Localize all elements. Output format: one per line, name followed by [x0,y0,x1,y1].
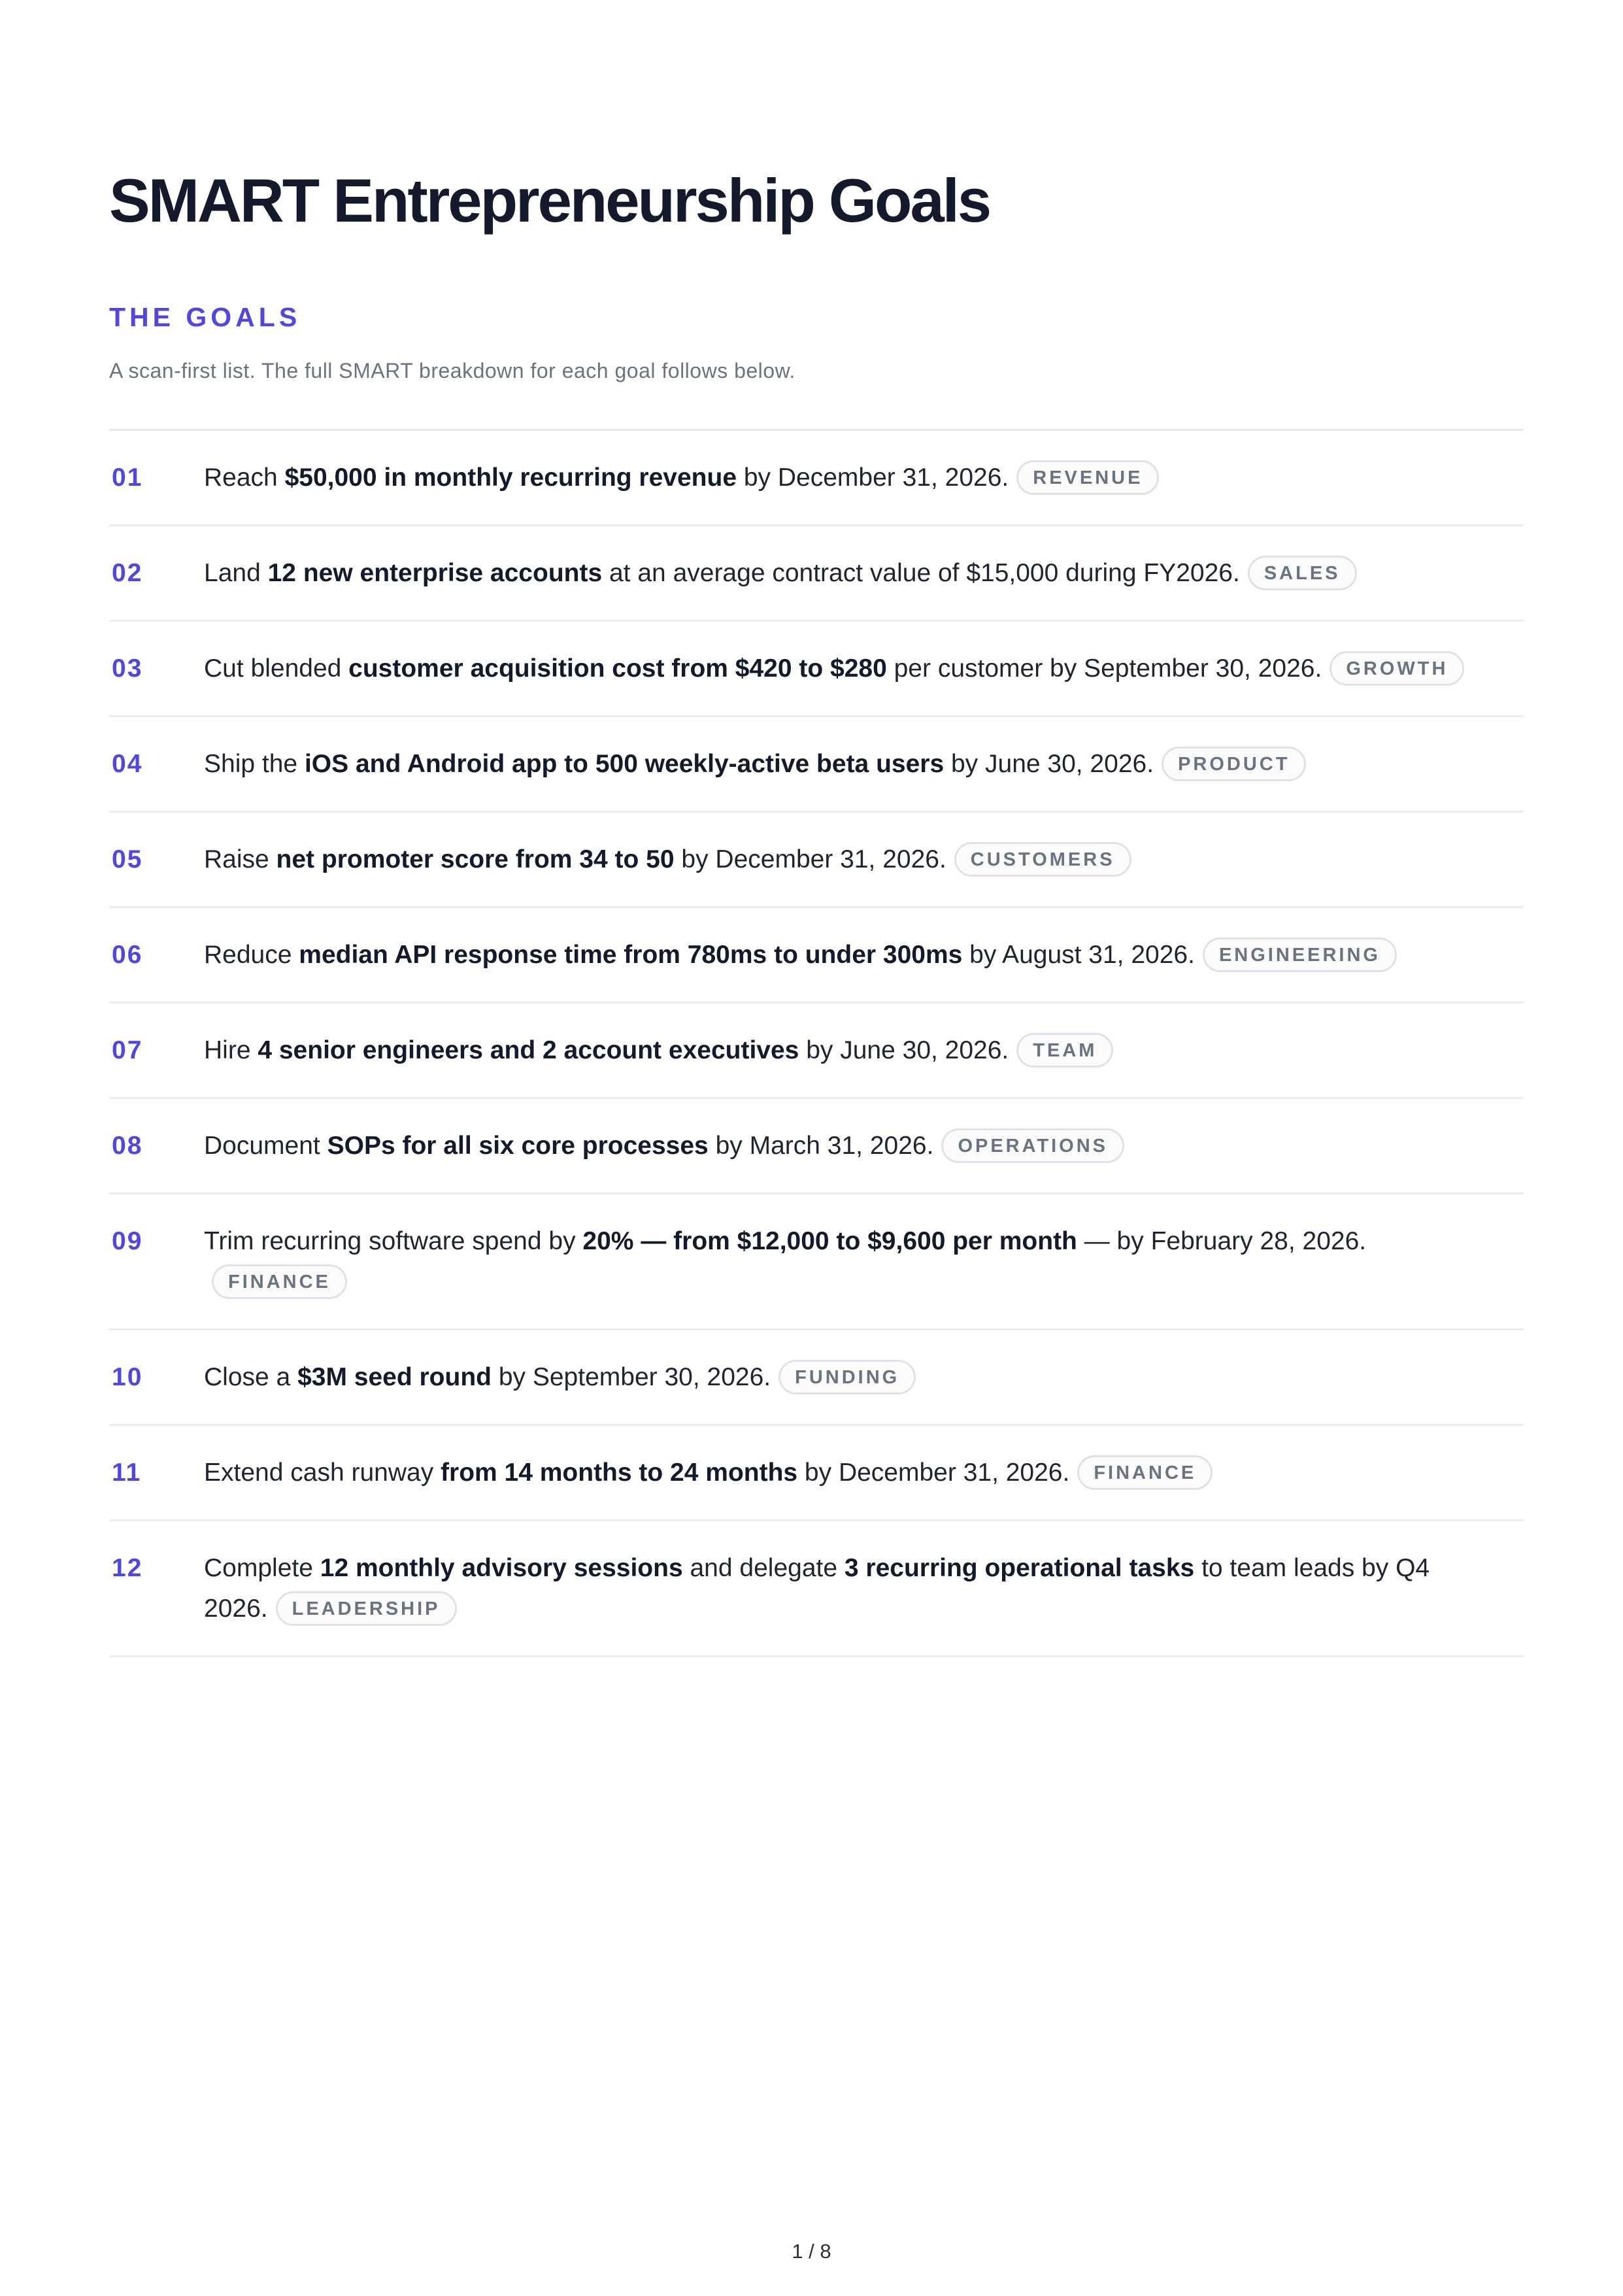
goal-row [109,717,1524,813]
goal-highlight: 20% — from $12,000 to $9,600 per month [582,1227,1077,1255]
goal-row [109,1099,1524,1194]
goal-number: 04 [112,750,143,778]
goal-row [109,1426,1524,1521]
goal-text-segment: Raise [204,845,276,873]
category-tag: REVENUE [1016,460,1159,495]
goal-text-segment: Complete [204,1554,320,1582]
goal-text-segment: by June 30, 2026. [799,1036,1009,1064]
goal-text [204,649,1524,689]
goal-number: 07 [112,1036,143,1064]
goal-number: 03 [112,654,143,683]
goal-number: 06 [112,941,143,969]
goal-text-segment: Extend cash runway [204,1459,441,1487]
goal-highlight: SOPs for all six core processes [327,1132,709,1160]
goal-row [109,908,1524,1004]
category-tag: ENGINEERING [1203,937,1397,972]
category-tag: FINANCE [1077,1455,1213,1490]
goal-text-segment: Close a [204,1363,298,1391]
goal-number: 08 [112,1132,143,1160]
goal-number: 02 [112,559,143,587]
goal-text [204,1453,1524,1493]
goal-number: 10 [112,1363,143,1391]
goal-text [204,1126,1524,1166]
goal-highlight: from 14 months to 24 months [441,1459,798,1487]
goal-text-segment: Trim recurring software spend by [204,1227,583,1255]
goal-text-segment: and delegate [682,1554,845,1582]
goal-text-segment: per customer by September 30, 2026. [886,654,1322,683]
category-tag: SALES [1248,556,1357,590]
goal-highlight: net promoter score from 34 to 50 [276,845,675,873]
goal-row [109,526,1524,622]
section-subtitle: A scan-first list. The full SMART breakdown for each goal follows below. [109,359,795,382]
goal-text-segment: by December 31, 2026. [737,464,1009,492]
goal-text-segment: to team leads by Q4 2026. [204,1554,1430,1623]
goal-text-segment: Hire [204,1036,258,1064]
goal-text [204,458,1524,498]
goal-highlight: $50,000 in monthly recurring revenue [284,464,737,492]
goal-text [204,1221,1524,1302]
goal-list [109,429,1524,1657]
category-tag: CUSTOMERS [954,842,1131,877]
goal-highlight: iOS and Android app to 500 weekly-active beta users [304,750,945,778]
goal-text-segment: by September 30, 2026. [491,1363,771,1391]
goal-row [109,813,1524,908]
category-tag: LEADERSHIP [276,1591,457,1626]
goal-text [204,1548,1524,1629]
goal-text-segment: Ship the [204,750,305,778]
goal-text [204,839,1524,880]
goal-row [109,1330,1524,1426]
goal-number: 09 [112,1227,143,1255]
page-indicator: 1 / 8 [792,2240,831,2263]
goal-number: 05 [112,845,143,873]
goal-row [109,1004,1524,1099]
category-tag: FUNDING [778,1360,916,1394]
goal-text-segment: Cut blended [204,654,349,683]
goal-highlight: 3 recurring operational tasks [844,1554,1195,1582]
goal-row [109,1521,1524,1657]
category-tag: GROWTH [1330,651,1464,686]
goal-highlight: 4 senior engineers and 2 account executives [258,1036,799,1064]
category-tag: PRODUCT [1162,747,1306,781]
goal-text-segment: — by February 28, 2026. [1077,1227,1367,1255]
goal-text-segment: by March 31, 2026. [708,1132,934,1160]
goal-text-segment: by December 31, 2026. [674,845,946,873]
goal-text [204,1030,1524,1071]
goal-text [204,1357,1524,1398]
category-tag: TEAM [1016,1033,1113,1068]
goal-number: 11 [112,1459,142,1487]
goal-text-segment: by August 31, 2026. [962,941,1195,969]
goal-row [109,431,1524,526]
category-tag: OPERATIONS [941,1128,1124,1163]
goal-row [109,1194,1524,1330]
goal-number: 12 [112,1554,143,1582]
goal-highlight: 12 new enterprise accounts [267,559,603,587]
goal-text-segment: Document [204,1132,327,1160]
goal-row [109,622,1524,717]
goal-text-segment: by June 30, 2026. [944,750,1154,778]
goal-text [204,744,1524,785]
goal-text-segment: Reach [204,464,285,492]
goal-text-segment: by December 31, 2026. [797,1459,1070,1487]
page-title: SMART Entrepreneurship Goals [109,166,990,235]
category-tag: FINANCE [212,1264,347,1299]
goal-highlight: median API response time from 780ms to under 300ms [299,941,963,969]
goal-highlight: 12 monthly advisory sessions [320,1554,683,1582]
goal-highlight: customer acquisition cost from $420 to $280 [348,654,887,683]
goal-highlight: $3M seed round [297,1363,492,1391]
goal-text-segment: at an average contract value of $15,000 during FY2026. [602,559,1240,587]
goal-text-segment: Reduce [204,941,299,969]
goal-number: 01 [112,464,143,492]
goal-text-segment: Land [204,559,268,587]
goal-text [204,935,1524,975]
goal-text [204,553,1524,594]
section-label: THE GOALS [109,302,301,332]
